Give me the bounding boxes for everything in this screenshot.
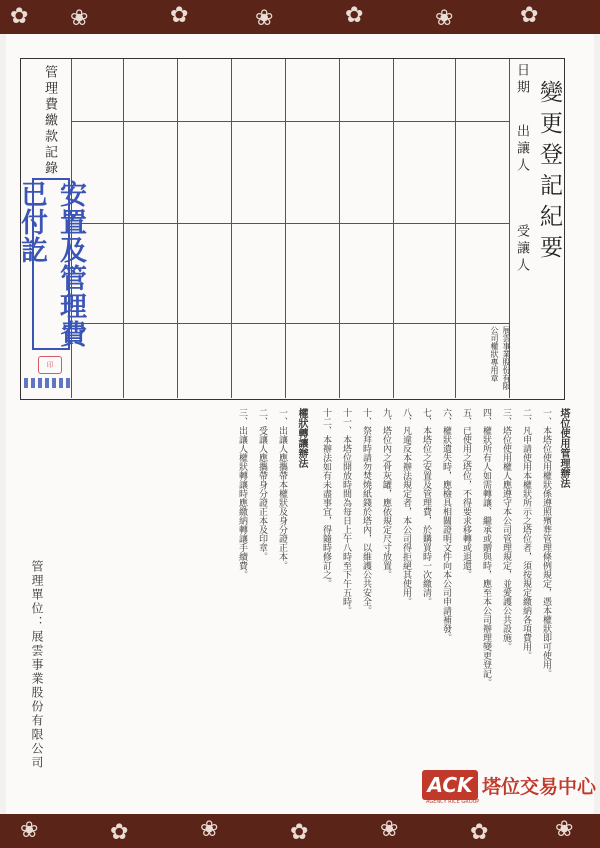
rule-item: 三、塔位使用權人應遵守本公司管理規定，並愛護公共設施。 [501, 408, 511, 651]
top-decorative-band [0, 0, 600, 34]
rule-item: 七、本塔位之安置及管理費，於購買時一次繳清。 [421, 408, 431, 606]
watermark-subtext: AGENCY RICE GROUP [426, 799, 480, 805]
rule-item: 六、權狀遺失時，應檢具相關證明文件向本公司申請補發。 [441, 408, 451, 642]
flower-icon: ❀ [255, 6, 274, 31]
rule-item: 五、已使用之塔位，不得要求移轉或退還。 [461, 408, 471, 579]
rule-item: 四、權狀所有人如需轉讓、繼承或贈與時，應至本公司辦理變更登記。 [481, 408, 491, 687]
transfer-rule-item: 三、出讓人權狀轉讓時應繳納轉讓手續費。 [237, 408, 247, 579]
rule-item: 九、塔位內之骨灰罐，應依規定尺寸放置。 [381, 408, 391, 579]
transfer-rules-title: 權狀轉讓辦法 [296, 408, 307, 468]
blue-stamp-mark [24, 378, 70, 388]
rules-section-title: 塔位使用管理辦法 [558, 408, 569, 488]
flower-icon: ✿ [170, 3, 189, 28]
rule-item: 二、凡申請使用本權狀所示之塔位者，須按規定繳納各項費用。 [521, 408, 531, 660]
date-label: 日期 [514, 63, 529, 97]
small-seal: 印 [38, 356, 62, 374]
bottom-decorative-band [0, 814, 600, 848]
fee-paid-stamp: 已付訖 [32, 178, 70, 350]
transfer-rule-item: 一、出讓人應攜帶本權狀及身分證正本。 [277, 408, 287, 570]
rule-item: 一、本塔位使用權狀係遵照殯葬管理條例規定，憑本權狀即可使用。 [541, 408, 551, 678]
flower-icon: ❀ [200, 817, 219, 842]
flower-icon: ❀ [380, 817, 399, 842]
transfer-rule-item: 二、受讓人應攜帶身分證正本及印章。 [257, 408, 267, 561]
flower-icon: ✿ [345, 3, 364, 28]
flower-icon: ✿ [110, 820, 129, 845]
flower-icon: ✿ [290, 820, 309, 845]
flower-icon: ✿ [470, 820, 489, 845]
transferee-label: 受讓人 [514, 224, 529, 275]
flower-icon: ❀ [20, 818, 39, 843]
rule-item: 十二、本辦法如有未盡事宜，得隨時修訂之。 [321, 408, 331, 588]
flower-icon: ✿ [520, 3, 539, 28]
transferor-label: 出讓人 [514, 124, 529, 175]
flower-icon: ❀ [555, 817, 574, 842]
flower-icon: ❀ [70, 6, 89, 31]
management-unit-footer: 管理單位：展雲事業股份有限公司 [30, 560, 44, 770]
rule-item: 八、凡違反本辦法規定者，本公司得拒絕其使用。 [401, 408, 411, 606]
flower-icon: ❀ [435, 6, 454, 31]
watermark-logo: ACK [422, 770, 478, 800]
fee-record-label: 管理費繳款記錄 [42, 65, 57, 177]
rule-item: 十一、本塔位開放時間為每日上午八時至下午五時。 [341, 408, 351, 615]
flower-icon: ✿ [10, 4, 29, 29]
record-grid [20, 58, 565, 400]
rule-item: 十、祭拜時請勿焚燒紙錢於塔內，以維護公共安全。 [361, 408, 371, 615]
company-seal-label: 展雲事業股份有限公司權狀專用章 [490, 326, 511, 390]
watermark-name: 塔位交易中心 [482, 775, 597, 798]
watermark [422, 770, 596, 800]
form-title: 變更登記紀要 [536, 80, 562, 266]
